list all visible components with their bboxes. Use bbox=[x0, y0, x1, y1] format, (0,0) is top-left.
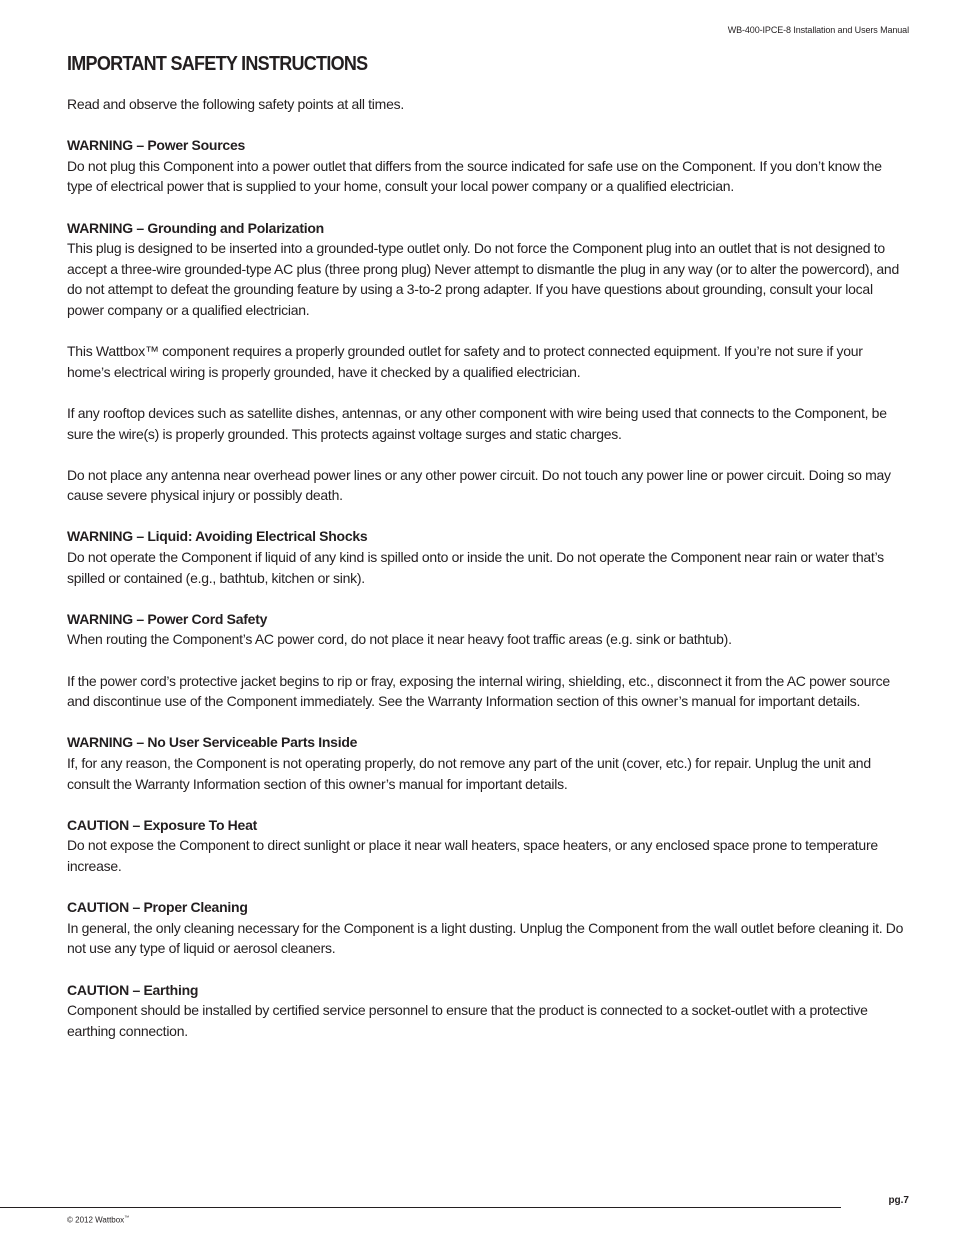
section-paragraph: Do not place any antenna near overhead power lines or any other power circuit. Do not touch any power line or power circuit. Doing so may cause severe physical injury or possibly death. bbox=[67, 466, 891, 504]
section-power-cord-safety bbox=[67, 609, 909, 712]
section-power-sources bbox=[67, 135, 909, 197]
footer-divider bbox=[0, 1207, 841, 1208]
intro-paragraph: Read and observe the following safety points at all times. bbox=[67, 96, 405, 112]
section-earthing bbox=[67, 980, 909, 1042]
section-paragraph: If, for any reason, the Component is not operating properly, do not remove any part of the unit (cover, etc.) for repair. Unplug the unit and consult the Warranty Information section of this owner’s manual for important details. bbox=[67, 755, 871, 792]
section-heading: WARNING – Liquid: Avoiding Electrical Shocks bbox=[67, 528, 368, 545]
document-body bbox=[67, 94, 909, 1062]
section-proper-cleaning bbox=[67, 897, 909, 959]
page-title: IMPORTANT SAFETY INSTRUCTIONS bbox=[67, 53, 368, 75]
section-heading: WARNING – Power Sources bbox=[67, 137, 246, 154]
section-heading: CAUTION – Exposure To Heat bbox=[67, 816, 258, 833]
section-no-serviceable-parts bbox=[67, 732, 909, 794]
trademark-symbol: ™ bbox=[124, 1215, 130, 1221]
section-heading: CAUTION – Earthing bbox=[67, 981, 199, 998]
section-paragraph: Do not expose the Component to direct sunlight or place it near wall heaters, space heaters, or any enclosed space prone to temperature increase. bbox=[67, 837, 878, 874]
section-paragraph: Do not operate the Component if liquid of any kind is spilled onto or inside the unit. Do not operate the Component near rain or water that’s spilled or contained (e.g., bathtub, kitchen or sink). bbox=[67, 549, 884, 586]
section-heading: CAUTION – Proper Cleaning bbox=[67, 899, 248, 916]
section-exposure-heat bbox=[67, 815, 909, 877]
section-heading: WARNING – Grounding and Polarization bbox=[67, 219, 324, 236]
section-liquid-shocks bbox=[67, 526, 909, 588]
section-paragraph: Do not plug this Component into a power outlet that differs from the source indicated for safe use on the Component. If you don’t know the type of electrical power that is supplied to your home, consult your local power company or a qualified electrician. bbox=[67, 157, 882, 195]
section-heading: WARNING – Power Cord Safety bbox=[67, 610, 268, 627]
copyright-text: © 2012 Wattbox bbox=[67, 1215, 125, 1225]
running-header: WB-400-IPCE-8 Installation and Users Manual bbox=[727, 25, 909, 35]
section-paragraph: Component should be installed by certified service personnel to ensure that the product is connected to a socket-outlet with a protective earthing connection. bbox=[67, 1002, 868, 1039]
copyright-notice bbox=[67, 1215, 129, 1225]
section-paragraph: In general, the only cleaning necessary for the Component is a light dusting. Unplug the Component from the wall outlet before cleaning it. Do not use any type of liquid or aerosol cleaners. bbox=[67, 919, 904, 957]
page-number: pg.7 bbox=[888, 1195, 909, 1206]
section-paragraph: If the power cord’s protective jacket begins to rip or fray, exposing the internal wiring, shielding, etc., disconnect it from the AC power source and discontinue use of the Component immediately. See the Warranty Information section of this owner’s manual for important details. bbox=[67, 672, 890, 710]
section-paragraph: If any rooftop devices such as satellite dishes, antennas, or any other component with wire being used that connects to the Component, be sure the wire(s) is properly grounded. This protects against voltage surges and static charges. bbox=[67, 404, 887, 442]
section-paragraph: When routing the Component’s AC power cord, do not place it near heavy foot traffic areas (e.g. sink or bathtub). bbox=[67, 631, 732, 648]
section-paragraph: This plug is designed to be inserted into a grounded-type outlet only. Do not force the Component plug into an outlet that is not designed to accept a three-wire grounded-type AC plus (three prong plug) Never attempt to dismantle the plug in any way (or to alter the powercord), and do not attempt to defeat the grounding feature by using a 3-to-2 prong adapter. If you have questions about grounding, consult your local power company or a qualified electrician. bbox=[67, 240, 899, 318]
section-grounding-polarization bbox=[67, 218, 909, 506]
section-heading: WARNING – No User Serviceable Parts Inside bbox=[67, 734, 358, 751]
section-paragraph: This Wattbox™ component requires a properly grounded outlet for safety and to protect connected equipment. If you’re not sure if your home’s electrical wiring is properly grounded, have it checked by a qualified electrician. bbox=[67, 343, 863, 380]
